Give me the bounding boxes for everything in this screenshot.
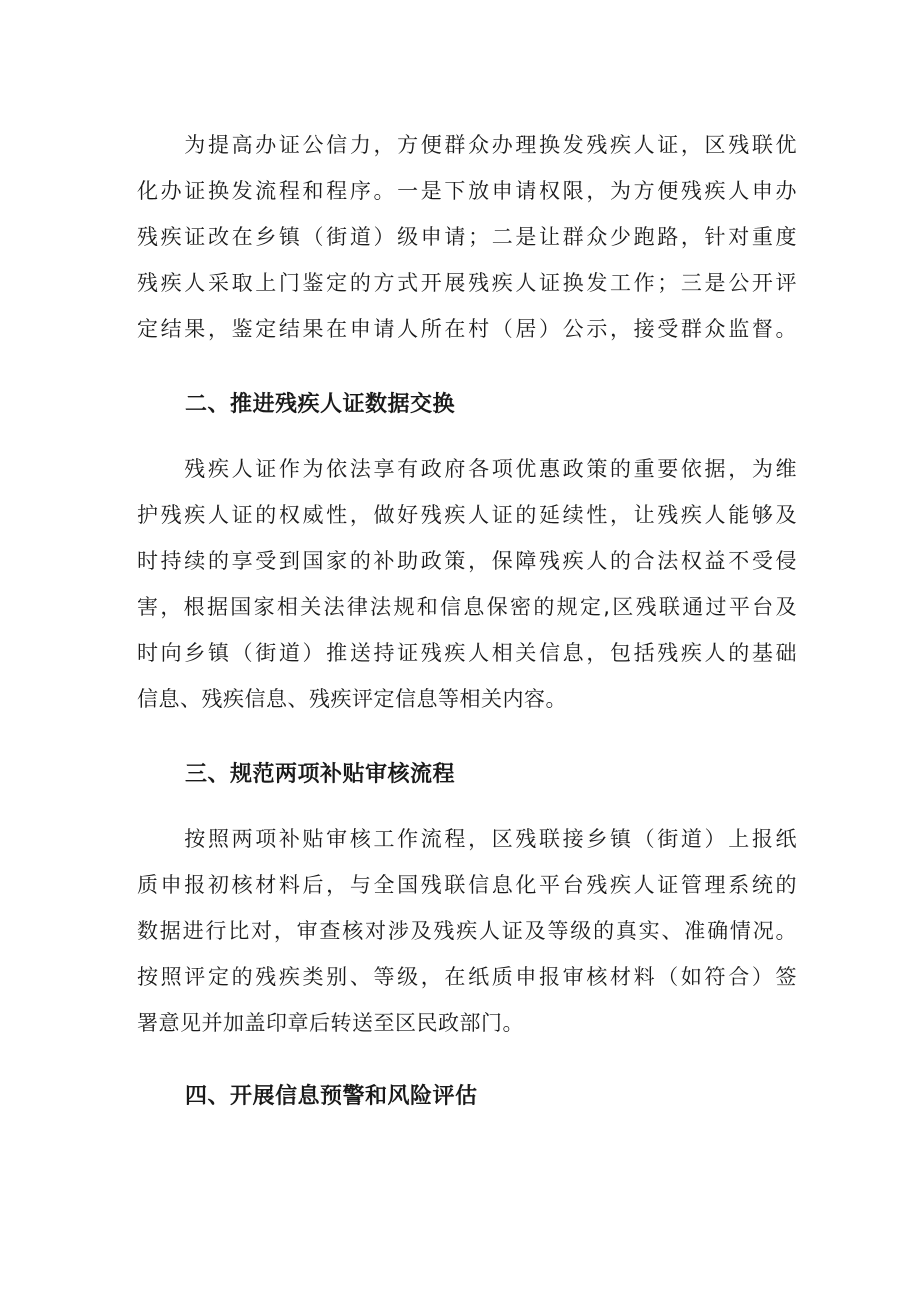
paragraph-2 <box>137 446 797 722</box>
paragraph-1 <box>137 122 797 352</box>
paragraph-line: 按照评定的残疾类别、等级，在纸质申报审核材料（如符合）签 <box>137 965 797 989</box>
paragraph-line: 按照两项补贴审核工作流程，区残联接乡镇（街道）上报纸 <box>137 827 797 851</box>
paragraph-line: 信息、残疾信息、残疾评定信息等相关内容。 <box>137 687 567 711</box>
paragraph-line: 时向乡镇（街道）推送持证残疾人相关信息，包括残疾人的基础 <box>137 641 797 665</box>
paragraph-line: 署意见并加盖印章后转送至区民政部门。 <box>137 1011 524 1035</box>
paragraph-line: 时持续的享受到国家的补助政策，保障残疾人的合法权益不受侵 <box>137 549 797 573</box>
paragraph-line: 定结果，鉴定结果在申请人所在村（居）公示，接受群众监督。 <box>137 317 797 341</box>
paragraph-line: 质申报初核材料后，与全国残联信息化平台残疾人证管理系统的 <box>137 873 797 897</box>
paragraph-line: 残疾人证作为依法享有政府各项优惠政策的重要依据，为维 <box>137 457 797 481</box>
paragraph-line: 数据进行比对，审查核对涉及残疾人证及等级的真实、准确情况。 <box>137 919 797 943</box>
section-heading-4: 四、开展信息预警和风险评估 <box>185 1084 478 1109</box>
paragraph-line: 化办证换发流程和程序。一是下放申请权限，为方便残疾人申办 <box>137 179 797 203</box>
section-heading-2: 二、推进残疾人证数据交换 <box>185 392 456 417</box>
paragraph-line: 残疾人采取上门鉴定的方式开展残疾人证换发工作；三是公开评 <box>137 271 797 295</box>
section-heading-3: 三、规范两项补贴审核流程 <box>185 762 456 787</box>
paragraph-line: 护残疾人证的权威性，做好残疾人证的延续性，让残疾人能够及 <box>137 503 797 527</box>
paragraph-line: 为提高办证公信力，方便群众办理换发残疾人证，区残联优 <box>137 133 797 157</box>
paragraph-line: 害，根据国家相关法律法规和信息保密的规定,区残联通过平台及 <box>137 595 797 619</box>
paragraph-line: 残疾证改在乡镇（街道）级申请；二是让群众少跑路，针对重度 <box>137 225 797 249</box>
paragraph-3 <box>137 816 797 1046</box>
